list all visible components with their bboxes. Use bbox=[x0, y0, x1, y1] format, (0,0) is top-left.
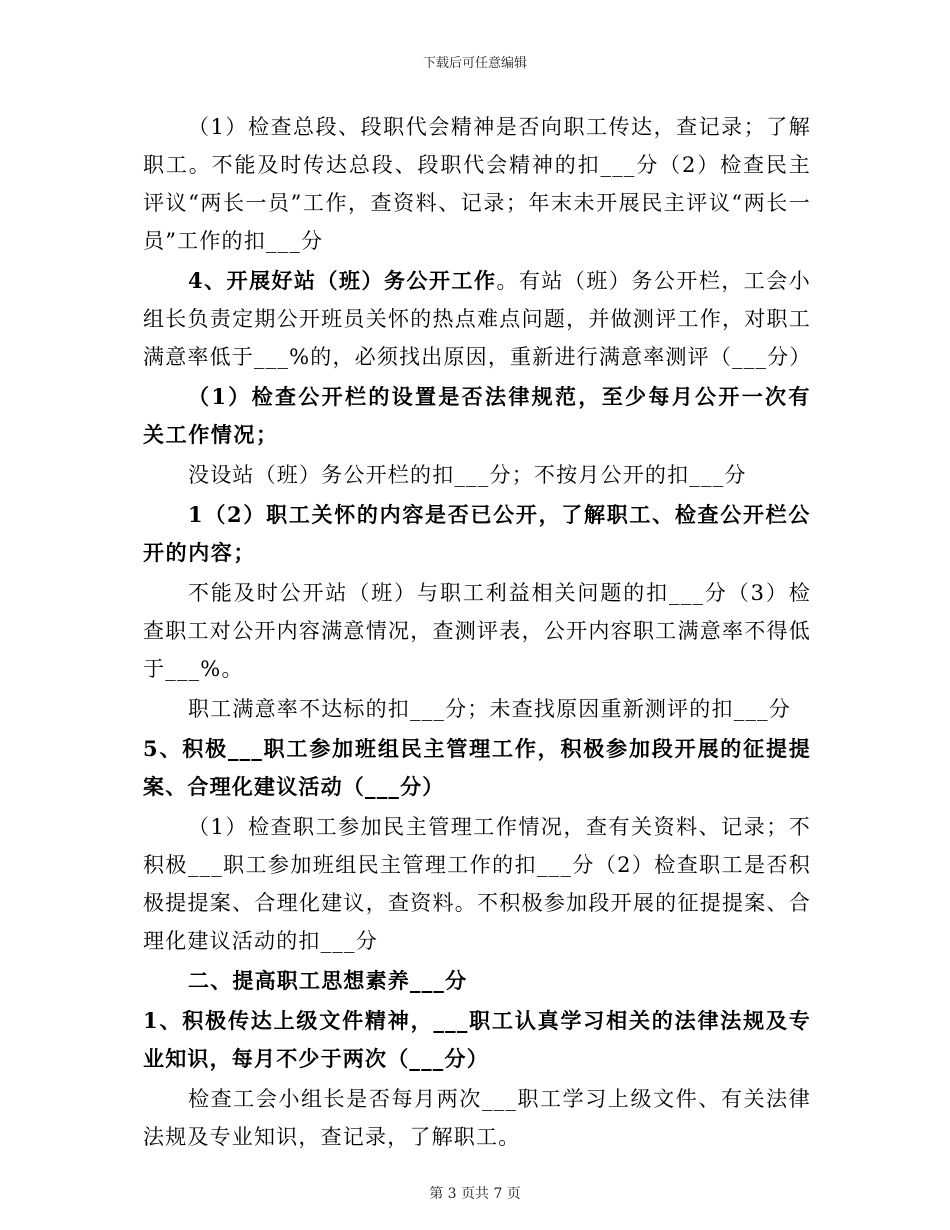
page-footer: 第 3 页共 7 页 bbox=[429, 1186, 521, 1202]
page-header: 下载后可任意编辑 bbox=[422, 56, 527, 71]
paragraph-6: 不能及时公开站（班）与职工利益相关问题的扣___分（3）检查职工对公开内容满意情况，查测评表，公开内容职工满意率不得低于___%。 bbox=[143, 581, 811, 681]
section-4-text: 。有站（班）务公开栏，工会小组长负责定期公开班员关怀的热点难点问题，并做测评工作，对职工满意率低于___%的，必须找出原因，重新进行满意率测评（___分） bbox=[143, 269, 812, 369]
document-body bbox=[143, 108, 811, 1156]
paragraph-1: （1）检查总段、段职代会精神是否向职工传达，查记录；了解职工。不能及时传达总段、段职代会精神的扣___分（2）检查民主评议“两长一员”工作，查资料、记录；年末未开展民主评议“两长一员”工作的扣___分 bbox=[143, 115, 811, 253]
paragraph-12: 检查工会小组长是否每月两次___职工学习上级文件、有关法律法规及专业知识，查记录，了解职工。 bbox=[143, 1087, 811, 1149]
paragraph-3: （1）检查公开栏的设置是否法律规范，至少每月公开一次有关工作情况； bbox=[143, 384, 811, 447]
section-4-heading: 4、开展好站（班）务公开工作 bbox=[188, 268, 497, 293]
paragraph-10: 二、提高职工思想素养___分 bbox=[188, 968, 468, 993]
paragraph-11: 1、积极传达上级文件精神，___职工认真学习相关的法律法规及专业知识，每月不少于两次（___分） bbox=[143, 1008, 811, 1071]
paragraph-5: 1（2）职工关怀的内容是否已公开，了解职工、检查公开栏公开的内容； bbox=[143, 502, 811, 565]
paragraph-9: （1）检查职工参加民主管理工作情况，查有关资料、记录；不积极___职工参加班组民主管理工作的扣___分（2）检查职工是否积极提提案、合理化建议，查资料。不积极参加段开展的征提提案、合理化建议活动的扣___分 bbox=[143, 815, 811, 953]
paragraph-8: 5、积极___职工参加班组民主管理工作，积极参加段开展的征提提案、合理化建议活动（___分） bbox=[143, 736, 811, 799]
paragraph-2 bbox=[143, 262, 811, 376]
paragraph-4: 没设站（班）务公开栏的扣___分；不按月公开的扣___分 bbox=[188, 463, 747, 487]
paragraph-7: 职工满意率不达标的扣___分；未查找原因重新测评的扣___分 bbox=[188, 697, 791, 721]
